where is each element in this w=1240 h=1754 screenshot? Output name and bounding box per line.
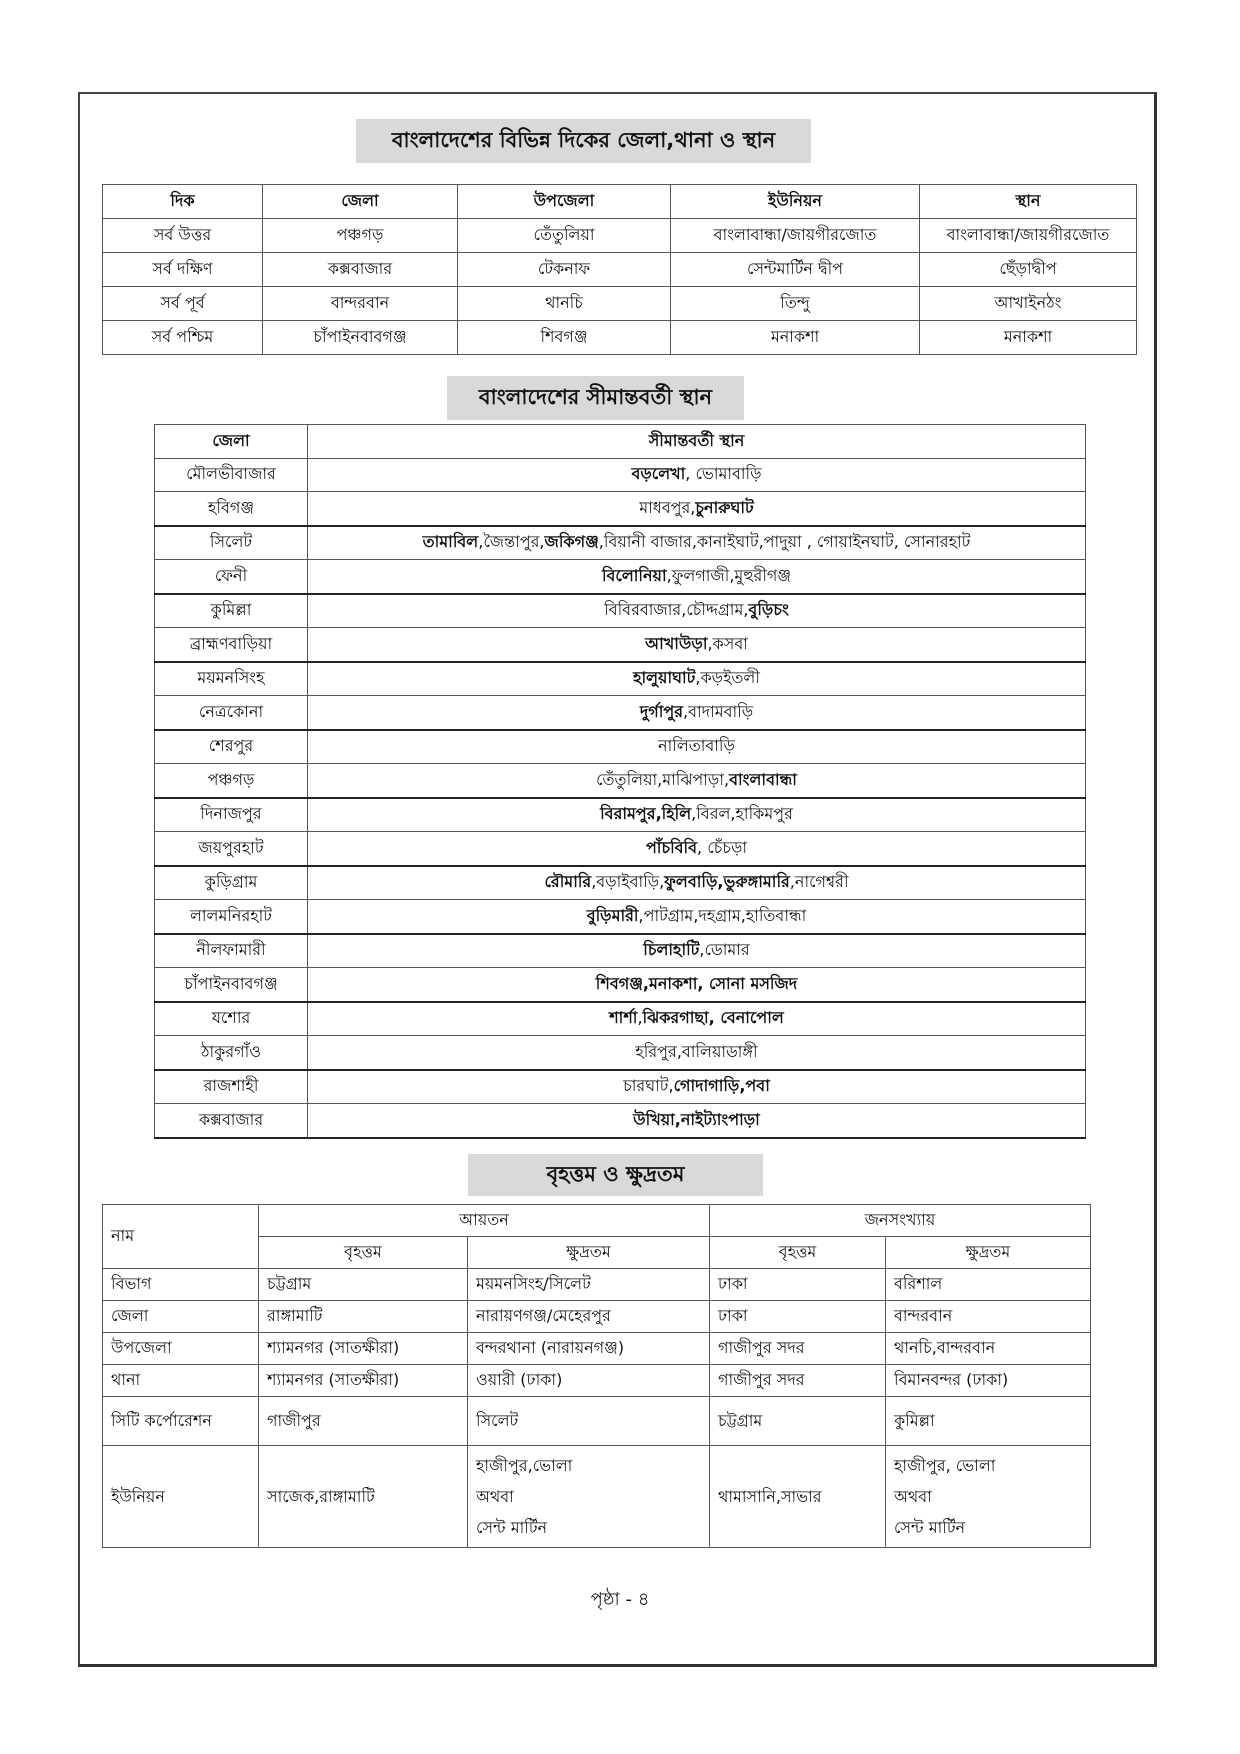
directions-cell: সর্ব দক্ষিণ — [103, 253, 263, 287]
border-places-cell — [308, 628, 1086, 662]
border-places-cell — [308, 560, 1086, 594]
cell-area-big: চট্টগ্রাম — [259, 1269, 468, 1301]
place-text: ,ডোমার — [699, 940, 750, 960]
cell-area-small: ময়মনসিংহ/সিলেট — [468, 1269, 710, 1301]
border-places-cell — [308, 662, 1086, 696]
place-text: শার্শা — [609, 1008, 638, 1028]
table-row — [103, 1301, 1091, 1333]
place-text: উখিয়া,নাইট্যাংপাড়া — [633, 1109, 760, 1129]
cell-name: বিভাগ — [103, 1269, 259, 1301]
place-text: ঝিকরগাছা, বেনাপোল — [642, 1008, 784, 1028]
col-places-header: সীমান্তবর্তী স্থান — [308, 425, 1086, 459]
place-text: চিলাহাটি — [643, 940, 700, 960]
union-cell-pop-big: থামাসানি,সাভার — [710, 1446, 886, 1548]
union-line: অথবা — [476, 1487, 514, 1506]
place-text: ফুলবাড়ি,ভুরুঙ্গামারি — [664, 872, 790, 892]
place-text: ,কসবা — [707, 633, 748, 653]
directions-cell: টেকনাফ — [458, 253, 671, 287]
district-cell: হবিগঞ্জ — [155, 492, 308, 526]
district-cell: ঠাকুরগাঁও — [155, 1036, 308, 1070]
table-row — [155, 1002, 1086, 1036]
directions-cell: সর্ব পূর্ব — [103, 287, 263, 321]
section2-title: বাংলাদেশের সীমান্তবর্তী স্থান — [447, 376, 744, 420]
name-header: নাম — [103, 1205, 259, 1269]
directions-cell: বাংলাবান্ধা/জায়গীরজোত — [920, 219, 1137, 253]
cell-pop-small: বান্দরবান — [886, 1301, 1091, 1333]
table-row — [155, 696, 1086, 730]
place-text: পাঁচবিবি — [645, 837, 698, 857]
district-cell: কক্সবাজার — [155, 1104, 308, 1138]
district-cell: চাঁপাইনবাবগঞ্জ — [155, 968, 308, 1002]
union-cell-name: ইউনিয়ন — [103, 1446, 259, 1548]
table-row — [155, 458, 1086, 492]
table-row — [103, 287, 1137, 321]
cell-area-big: শ্যামনগর (সাতক্ষীরা) — [259, 1333, 468, 1365]
directions-cell: থানচি — [458, 287, 671, 321]
union-line: সেন্ট মার্টিন — [894, 1518, 966, 1537]
place-text: , — [637, 1008, 643, 1028]
directions-cell: মনাকশা — [920, 321, 1137, 355]
directions-cell: আখাইনঠং — [920, 287, 1137, 321]
table-row — [155, 934, 1086, 968]
place-text: ,পাটগ্রাম,দহগ্রাম,হাতিবান্ধা — [638, 905, 807, 925]
cell-name: জেলা — [103, 1301, 259, 1333]
place-text: , ভোমাবাড়ি — [685, 464, 762, 484]
directions-col-header: স্থান — [920, 185, 1137, 219]
directions-cell: সর্ব পশ্চিম — [103, 321, 263, 355]
section1-title: বাংলাদেশের বিভিন্ন দিকের জেলা,থানা ও স্থান — [356, 119, 811, 163]
union-cell-pop-small — [886, 1446, 1091, 1548]
directions-cell: তেঁতুলিয়া — [458, 219, 671, 253]
cell-area-small: বন্দরথানা (নারায়নগঞ্জ) — [468, 1333, 710, 1365]
directions-col-header: ইউনিয়ন — [671, 185, 920, 219]
district-cell: ময়মনসিংহ — [155, 662, 308, 696]
cell-pop-big: চট্টগ্রাম — [710, 1397, 886, 1446]
district-cell: জয়পুরহাট — [155, 832, 308, 866]
district-cell: দিনাজপুর — [155, 798, 308, 832]
directions-col-header: দিক — [103, 185, 263, 219]
union-line: অথবা — [894, 1487, 932, 1506]
place-text: শিবগঞ্জ,মনাকশা, সোনা মসজিদ — [595, 973, 798, 993]
border-places-cell — [308, 866, 1086, 900]
population-smallest-header: ক্ষুদ্রতম — [886, 1237, 1091, 1269]
directions-cell: মনাকশা — [671, 321, 920, 355]
place-text: ,বাদামবাড়ি — [683, 701, 754, 721]
border-places-cell — [308, 458, 1086, 492]
population-header: জনসংখ্যায় — [710, 1205, 1091, 1237]
directions-col-header: জেলা — [263, 185, 458, 219]
district-cell: সিলেট — [155, 526, 308, 560]
directions-table — [102, 184, 1137, 355]
table-row — [103, 253, 1137, 287]
union-cell-area-small — [468, 1446, 710, 1548]
area-smallest-header: ক্ষুদ্রতম — [468, 1237, 710, 1269]
page-number: পৃষ্ঠা - ৪ — [590, 1589, 650, 1610]
cell-name: উপজেলা — [103, 1333, 259, 1365]
place-text: জকিগঞ্জ — [544, 532, 599, 552]
cell-pop-big: ঢাকা — [710, 1301, 886, 1333]
place-text: তামাবিল — [422, 532, 479, 552]
place-text: ,বিরল,হাকিমপুর — [691, 804, 793, 824]
place-text: চারঘাট, — [623, 1076, 674, 1096]
border-places-cell — [308, 968, 1086, 1002]
area-header: আয়তন — [259, 1205, 710, 1237]
table-row — [103, 321, 1137, 355]
district-cell: শেরপুর — [155, 730, 308, 764]
directions-cell: তিন্দু — [671, 287, 920, 321]
table-row — [103, 1446, 1091, 1548]
border-places-cell — [308, 798, 1086, 832]
cell-area-small: ওয়ারী (ঢাকা) — [468, 1365, 710, 1397]
directions-cell: ছেঁড়াদ্বীপ — [920, 253, 1137, 287]
place-text: বড়লেখা — [631, 464, 686, 484]
directions-cell: বান্দরবান — [263, 287, 458, 321]
place-text: ,বিয়ানী বাজার,কানাইঘাট,পাদুয়া , গোয়াইনঘাট, সোনারহাট — [598, 532, 971, 552]
place-text: ,কড়ইতলী — [695, 668, 760, 688]
table-row — [155, 526, 1086, 560]
table-row — [103, 1333, 1091, 1365]
directions-cell: চাঁপাইনবাবগঞ্জ — [263, 321, 458, 355]
cell-area-big: শ্যামনগর (সাতক্ষীরা) — [259, 1365, 468, 1397]
table-row — [103, 1269, 1091, 1301]
cell-pop-big: গাজীপুর সদর — [710, 1333, 886, 1365]
union-line: হাজীপুর,ভোলা — [476, 1456, 573, 1475]
cell-area-small: সিলেট — [468, 1397, 710, 1446]
place-text: হরিপুর,বালিয়াডাঙ্গী — [635, 1041, 758, 1061]
cell-name: থানা — [103, 1365, 259, 1397]
table-row — [155, 1104, 1086, 1138]
table-row — [155, 900, 1086, 934]
table-row — [103, 219, 1137, 253]
place-text: দুর্গাপুর — [639, 701, 684, 721]
table-row — [155, 594, 1086, 628]
place-text: আখাউড়া — [645, 633, 708, 653]
col-district-header: জেলা — [155, 425, 308, 459]
place-text: , চেঁচড়া — [697, 837, 748, 857]
place-text: ,জৈন্তাপুর, — [478, 532, 545, 552]
place-text: গোদাগাড়ি,পবা — [673, 1076, 770, 1096]
district-cell: ফেনী — [155, 560, 308, 594]
border-places-cell — [308, 1104, 1086, 1138]
cell-name: সিটি কর্পোরেশন — [103, 1397, 259, 1446]
district-cell: মৌলভীবাজার — [155, 458, 308, 492]
table-row — [155, 798, 1086, 832]
table-row — [155, 764, 1086, 798]
table-row — [155, 628, 1086, 662]
table-row — [155, 1070, 1086, 1104]
border-places-cell — [308, 594, 1086, 628]
cell-area-big: রাঙ্গামাটি — [259, 1301, 468, 1333]
district-cell: পঞ্চগড় — [155, 764, 308, 798]
district-cell: যশোর — [155, 1002, 308, 1036]
cell-area-big: গাজীপুর — [259, 1397, 468, 1446]
cell-area-small: নারায়ণগঞ্জ/মেহেরপুর — [468, 1301, 710, 1333]
district-cell: ব্রাহ্মণবাড়িয়া — [155, 628, 308, 662]
directions-cell: কক্সবাজার — [263, 253, 458, 287]
directions-cell: সর্ব উত্তর — [103, 219, 263, 253]
place-text: তেঁতুলিয়া,মাঝিপাড়া, — [596, 769, 730, 789]
cell-pop-small: কুমিল্লা — [886, 1397, 1091, 1446]
directions-col-header: উপজেলা — [458, 185, 671, 219]
place-text: চুনারুঘাট — [695, 497, 754, 517]
border-places-cell — [308, 1070, 1086, 1104]
table-row — [155, 492, 1086, 526]
place-text: নালিতাবাড়ি — [658, 736, 735, 756]
cell-pop-big: গাজীপুর সদর — [710, 1365, 886, 1397]
place-text: বুড়িচং — [748, 600, 789, 620]
border-places-cell — [308, 1036, 1086, 1070]
place-text: বিলোনিয়া — [601, 565, 667, 585]
district-cell: রাজশাহী — [155, 1070, 308, 1104]
border-places-cell — [308, 934, 1086, 968]
directions-cell: সেন্টমার্টিন দ্বীপ — [671, 253, 920, 287]
place-text: বুড়িমারী — [586, 905, 639, 925]
table-row — [155, 1036, 1086, 1070]
table-row — [155, 560, 1086, 594]
directions-cell: পঞ্চগড় — [263, 219, 458, 253]
table-row — [155, 730, 1086, 764]
union-line: হাজীপুর, ভোলা — [894, 1456, 996, 1475]
district-cell: লালমনিরহাট — [155, 900, 308, 934]
border-places-cell — [308, 900, 1086, 934]
place-text: ,ফুলগাজী,মুহুরীগঞ্জ — [666, 565, 792, 585]
border-places-table — [154, 424, 1086, 1139]
directions-cell: শিবগঞ্জ — [458, 321, 671, 355]
border-places-cell — [308, 730, 1086, 764]
district-cell: নেত্রকোনা — [155, 696, 308, 730]
place-text: ,নাগেশ্বরী — [789, 872, 849, 892]
population-largest-header: বৃহত্তম — [710, 1237, 886, 1269]
district-cell: নীলফামারী — [155, 934, 308, 968]
border-places-cell — [308, 696, 1086, 730]
section3-title: বৃহত্তম ও ক্ষুদ্রতম — [468, 1154, 763, 1196]
district-cell: কুড়িগ্রাম — [155, 866, 308, 900]
border-places-cell — [308, 526, 1086, 560]
place-text: মাধবপুর, — [639, 497, 696, 517]
border-places-cell — [308, 492, 1086, 526]
table-row — [155, 832, 1086, 866]
largest-smallest-table — [102, 1204, 1091, 1548]
cell-pop-small: বরিশাল — [886, 1269, 1091, 1301]
cell-pop-big: ঢাকা — [710, 1269, 886, 1301]
table-row — [155, 866, 1086, 900]
border-places-cell — [308, 1002, 1086, 1036]
cell-pop-small: থানচি,বান্দরবান — [886, 1333, 1091, 1365]
table-row — [103, 1397, 1091, 1446]
area-largest-header: বৃহত্তম — [259, 1237, 468, 1269]
border-places-cell — [308, 832, 1086, 866]
table-row — [103, 1365, 1091, 1397]
table-row — [155, 662, 1086, 696]
directions-cell: বাংলাবান্ধা/জায়গীরজোত — [671, 219, 920, 253]
table-row — [155, 968, 1086, 1002]
union-line: সেন্ট মার্টিন — [476, 1518, 548, 1537]
place-text: বাংলাবান্ধা — [729, 769, 797, 789]
place-text: বিরামপুর,হিলি — [600, 804, 692, 824]
place-text: বিবিরবাজার,চৌদ্দগ্রাম, — [604, 600, 749, 620]
district-cell: কুমিল্লা — [155, 594, 308, 628]
union-cell-area-big: সাজেক,রাঙ্গামাটি — [259, 1446, 468, 1548]
border-places-cell — [308, 764, 1086, 798]
place-text: হালুয়াঘাট — [633, 668, 696, 688]
place-text: ,বড়াইবাড়ি, — [591, 872, 665, 892]
cell-pop-small: বিমানবন্দর (ঢাকা) — [886, 1365, 1091, 1397]
place-text: রৌমারি — [544, 872, 592, 892]
